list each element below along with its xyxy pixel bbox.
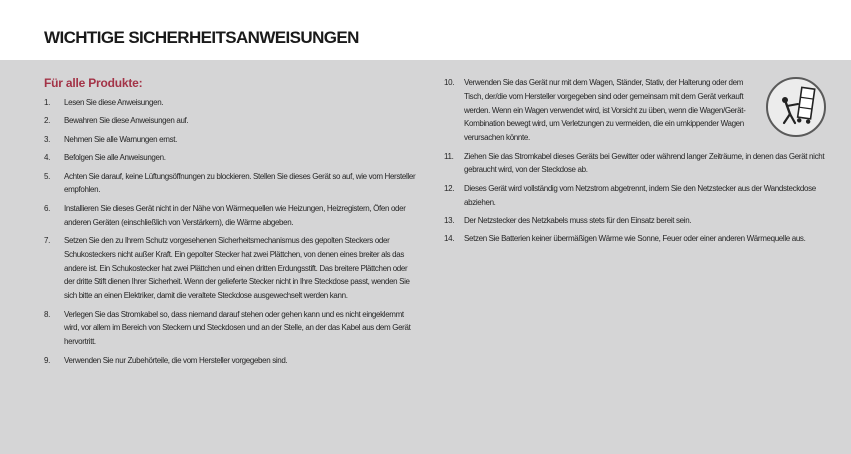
item-number: 12. — [444, 183, 455, 193]
item-number: 5. — [44, 171, 50, 181]
section-title: Für alle Produkte: — [44, 76, 143, 90]
list-item — [444, 214, 827, 228]
item-text: Achten Sie darauf, keine Lüftungsöffnungen zu blockieren. Stellen Sie dieses Gerät so auf, wie vom Hersteller empfohlen. — [64, 171, 416, 195]
header — [0, 0, 851, 60]
item-text: Verwenden Sie das Gerät nur mit dem Wagen, Ständer, Stativ, der Halterung oder dem Tisch, der/die vom Hersteller vorgegeben sind oder gemeinsam mit dem Gerät verkauft werden. Wenn ein Wagen verwendet wird, ist Vorsicht zu üben, wenn die Wagen/Gerät-Kombination bewegt wird, um Verletzungen zu vermeiden, die ein umkippender Wagen verursachen könnte. — [464, 78, 746, 143]
item-text: Dieses Gerät wird vollständig vom Netzstrom abgetrennt, indem Sie den Netzstecker aus der Wandsteckdose abziehen. — [464, 183, 816, 207]
item-number: 9. — [44, 355, 50, 365]
instructions-panel — [0, 60, 851, 454]
item-number: 3. — [44, 134, 50, 144]
item-text: Bewahren Sie diese Anweisungen auf. — [64, 116, 189, 126]
list-item — [44, 234, 419, 303]
item-number: 8. — [44, 309, 50, 319]
item-text: Nehmen Sie alle Warnungen ernst. — [64, 134, 178, 144]
instruction-list-left — [44, 96, 419, 367]
item-text: Verwenden Sie nur Zubehörteile, die vom Hersteller vorgegeben sind. — [64, 355, 288, 365]
list-item — [44, 202, 419, 230]
item-number: 6. — [44, 203, 50, 213]
list-item — [444, 182, 827, 210]
list-item — [44, 170, 419, 198]
item-number: 7. — [44, 235, 50, 245]
list-item — [44, 96, 419, 110]
item-text: Befolgen Sie alle Anweisungen. — [64, 153, 166, 163]
instruction-list-right — [444, 76, 827, 246]
item-text: Installieren Sie dieses Gerät nicht in der Nähe von Wärmequellen wie Heizungen, Heizregistern, Öfen oder anderen Geräten (einschließlich von Verstärkern), die Wärme abgeben. — [64, 203, 406, 227]
list-item — [444, 76, 827, 145]
list-item — [44, 308, 419, 349]
list-item — [444, 232, 827, 246]
item-number: 13. — [444, 215, 455, 225]
item-text: Der Netzstecker des Netzkabels muss stets für den Einsatz bereit sein. — [464, 215, 692, 225]
item-number: 1. — [44, 98, 50, 107]
list-item — [44, 114, 419, 128]
left-column — [44, 76, 419, 372]
list-item — [44, 133, 419, 147]
list-item — [44, 151, 419, 165]
item-number: 2. — [44, 116, 50, 126]
right-column — [444, 76, 827, 251]
item-number: 14. — [444, 234, 455, 244]
item-text: Lesen Sie diese Anweisungen. — [64, 98, 164, 107]
item-number: 10. — [444, 78, 455, 87]
item-text: Verlegen Sie das Stromkabel so, dass niemand darauf stehen oder gehen kann und es nicht eingeklemmt wird, vor allem im Bereich von Steckern und Steckdosen und an der Stelle, an der das Kabel aus dem Gerät hervortritt. — [64, 309, 411, 347]
item-number: 4. — [44, 153, 50, 163]
item-text: Setzen Sie Batterien keiner übermäßigen Wärme wie Sonne, Feuer oder einer anderen Wärmequelle aus. — [464, 234, 806, 244]
item-text: Setzen Sie den zu Ihrem Schutz vorgesehenen Sicherheitsmechanismus des gepolten Steckers oder Schukosteckers nicht außer Kraft. Ein gepolter Stecker hat zwei Plättchen, von denen eines breiter als das andere ist. Ein Schukostecker hat zwei Plättchen und einen dritten Erdungsstift. Das breitere Plättchen oder der dritte Stift dienen Ihrer Sicherheit. Wenn der gelieferte Stecker nicht in Ihre Steckdose passt, wenden Sie sich bitte an einen Elektriker, damit die veraltete Steckdose ausgewechselt werden kann. — [64, 235, 410, 301]
item-text: Ziehen Sie das Stromkabel dieses Geräts bei Gewitter oder während langer Zeiträume, in denen das Gerät nicht gebraucht wird, von der Steckdose ab. — [464, 151, 825, 175]
list-item — [444, 150, 827, 178]
page-title: WICHTIGE SICHERHEITSANWEISUNGEN — [44, 28, 359, 47]
item-number: 11. — [444, 151, 454, 161]
list-item — [44, 354, 419, 368]
